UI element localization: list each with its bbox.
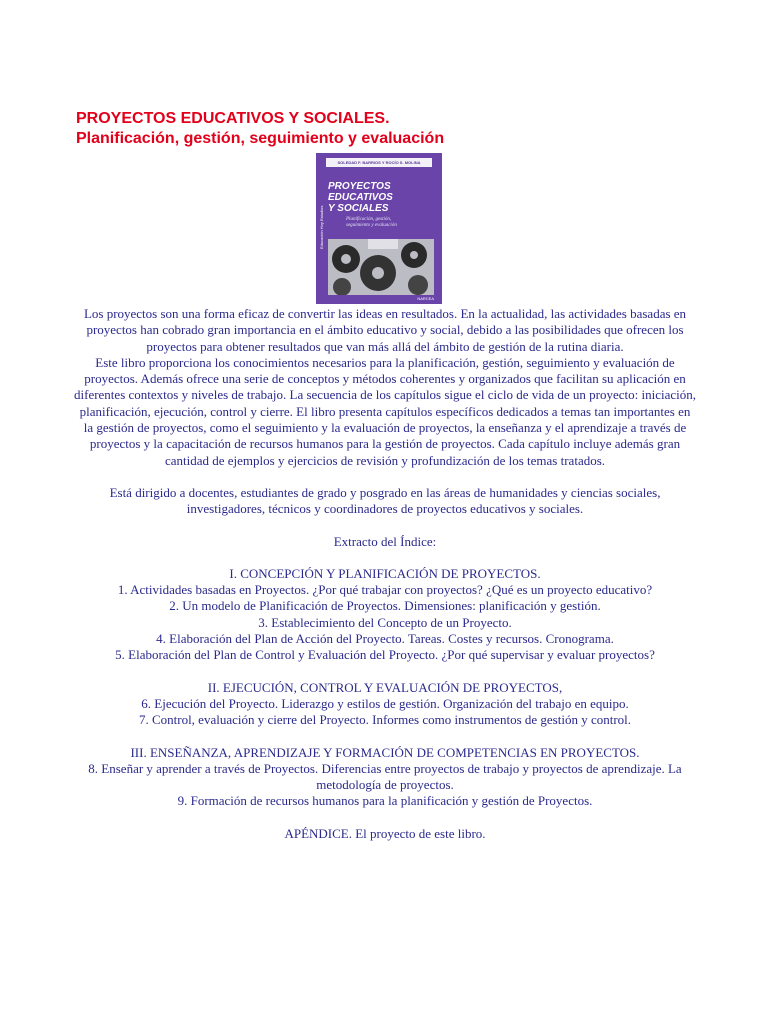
- cover-title-line: Y SOCIALES: [328, 203, 389, 214]
- gears-illustration: [328, 239, 434, 295]
- index-item: 2. Un modelo de Planificación de Proyectos. Dimensiones: planificación y gestión.: [169, 598, 601, 614]
- document-title: [76, 109, 444, 149]
- book-description: [74, 306, 696, 842]
- index-item: 8. Enseñar y aprender a través de Proyectos. Diferencias entre proyectos de trabajo y proyectos de aprendizaje. La metodología de proyectos.: [88, 760, 682, 793]
- title-line-1: PROYECTOS EDUCATIVOS Y SOCIALES.: [76, 110, 390, 127]
- cover-authors: SOLEDAD F. BARRIOS Y ROCÍO S. MOLINA: [326, 158, 432, 167]
- index-heading: Extracto del Índice:: [333, 533, 437, 549]
- intro-paragraph: Los proyectos son una forma eficaz de convertir las ideas en resultados. En la actualidad, las actividades basadas en proyectos han cobrado gran importancia en el ámbito educativo y social, debido a las posibilidades que ofrecen los proyectos para obtener resultados que van más allá del ámbito de gestión de la rutina diaria.: [83, 306, 687, 354]
- index-part-title: I. CONCEPCIÓN Y PLANIFICACIÓN DE PROYECTOS.: [229, 565, 541, 581]
- index-item: 3. Establecimiento del Concepto de un Proyecto.: [258, 614, 512, 630]
- index-item: 1. Actividades basadas en Proyectos. ¿Por qué trabajar con proyectos? ¿Qué es un proyecto educativo?: [117, 582, 653, 598]
- index-item: 4. Elaboración del Plan de Acción del Proyecto. Tareas. Costes y recursos. Cronograma.: [156, 631, 614, 647]
- cover-series: Educación Hoy Estudios: [319, 205, 324, 249]
- title-line-2: Planificación, gestión, seguimiento y evaluación: [76, 130, 445, 147]
- index-part-title: III. ENSEÑANZA, APRENDIZAJE Y FORMACIÓN DE COMPETENCIAS EN PROYECTOS.: [130, 744, 640, 760]
- cover-title-line: PROYECTOS: [328, 181, 391, 192]
- cover-subtitle: Planificación, gestión, seguimiento y evaluación: [346, 217, 397, 228]
- index-item: 6. Ejecución del Proyecto. Liderazgo y estilos de gestión. Organización del trabajo en equipo.: [141, 695, 629, 711]
- index-appendix: APÉNDICE. El proyecto de este libro.: [284, 825, 486, 841]
- index-item: 9. Formación de recursos humanos para la planificación y gestión de Proyectos.: [177, 793, 593, 809]
- book-cover-image: [316, 153, 442, 304]
- cover-title: [328, 181, 393, 214]
- index-part-title: II. EJECUCIÓN, CONTROL Y EVALUACIÓN DE PROYECTOS,: [207, 679, 563, 695]
- cover-publisher: NARCEA: [417, 296, 434, 301]
- cover-title-line: EDUCATIVOS: [328, 192, 393, 203]
- index-item: 7. Control, evaluación y cierre del Proyecto. Informes como instrumentos de gestión y control.: [138, 712, 632, 728]
- index-item: 5. Elaboración del Plan de Control y Evaluación del Proyecto. ¿Por qué supervisar y evaluar proyectos?: [115, 647, 655, 663]
- intro-paragraph: Este libro proporciona los conocimientos necesarios para la planificación, gestión, seguimiento y evaluación de proyectos. Además ofrece una serie de conceptos y métodos coherentes y organizados que facilitan su aplicación en diferentes contextos y niveles de trabajo. La secuencia de los capítulos sigue el ciclo de vida de un proyecto: iniciación, planificación, ejecución, control y cierre. El libro presenta capítulos específicos dedicados a temas tan importantes en la gestión de proyectos, como el seguimiento y la evaluación de proyectos, la enseñanza y el aprendizaje a través de proyectos y la capacitación de recursos humanos para la gestión de proyectos. Cada capítulo incluye además gran cantidad de ejemplos y ejercicios de revisión y profundización de los temas tratados.: [74, 354, 696, 468]
- intro-paragraph: Está dirigido a docentes, estudiantes de grado y posgrado en las áreas de humanidades y ciencias sociales, investigadores, técnicos y coordinadores de proyectos educativos y sociales.: [109, 484, 661, 517]
